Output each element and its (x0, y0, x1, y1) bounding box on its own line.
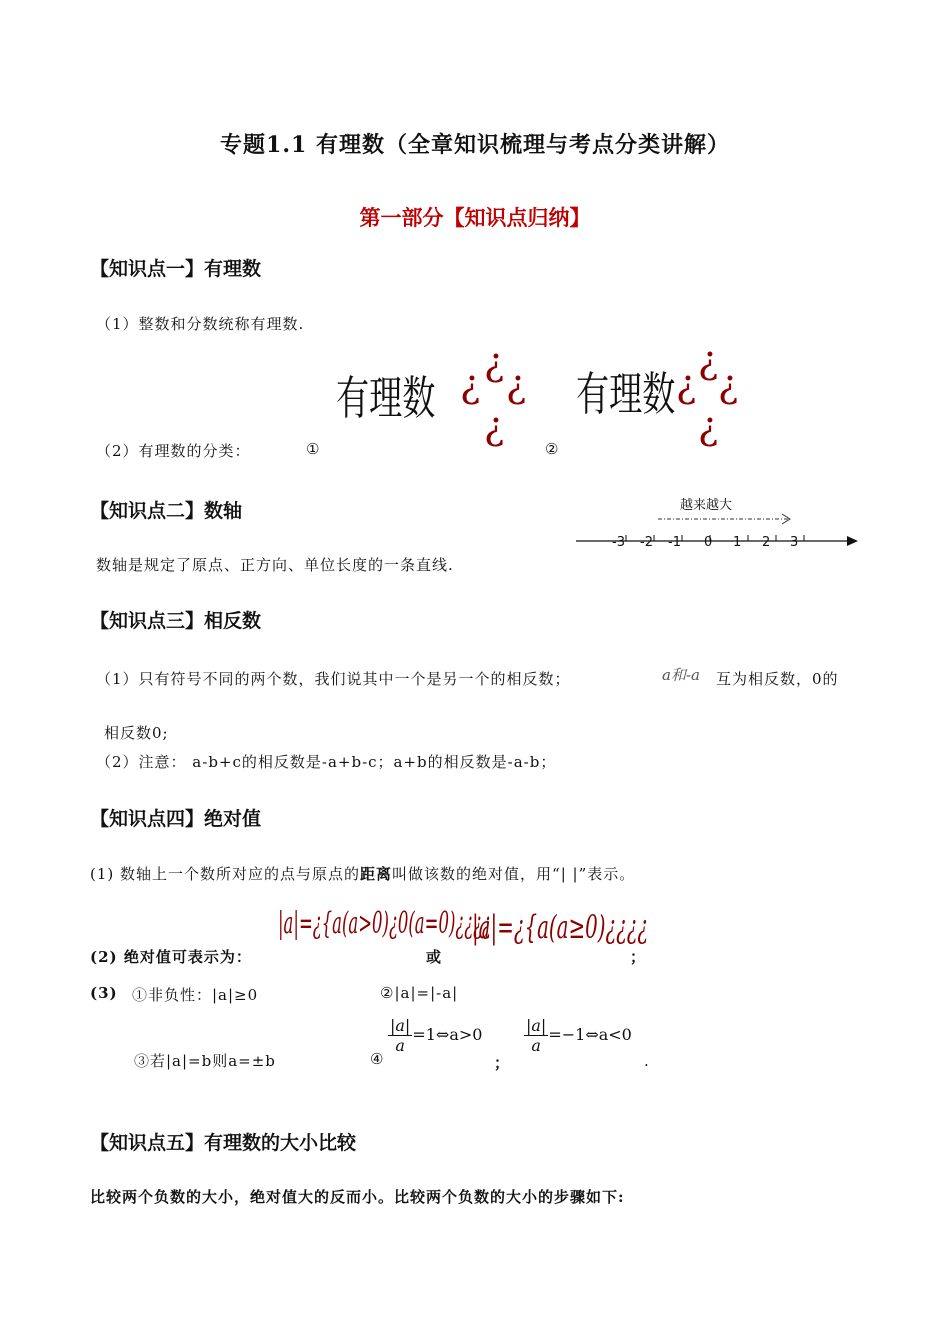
kp4-item3: ③若|a|=b则a=±b (134, 1052, 276, 1070)
kp4-line3-label: (3) (90, 984, 118, 1002)
kp1-mark1: ① (306, 440, 321, 458)
kp2-text: 数轴是规定了原点、正方向、单位长度的一条直线. (96, 556, 454, 574)
brace-glyph: ¿ (460, 362, 481, 406)
end-period: . (644, 1052, 650, 1070)
equivalence-rest: =−1⇔a<0 (548, 1025, 632, 1044)
equivalence-rest: =1⇔a>0 (412, 1025, 483, 1044)
brace-glyph: ¿ (718, 362, 739, 406)
kp4-line2-label: (2) 绝对值可表示为： (90, 948, 252, 966)
tick-label: 0 (704, 535, 713, 550)
tick-label: 2 (762, 535, 771, 550)
classification-word-2: 有理数 (576, 368, 676, 420)
kp3-line1a: （1）只有符号不同的两个数，我们说其中一个是另一个的相反数； (96, 670, 571, 688)
kp3-line1b: 互为相反数，0的 (716, 670, 839, 688)
or-text: 或 (426, 948, 443, 966)
kp1-line2: （2）有理数的分类： (96, 442, 251, 460)
kp5-heading: 【知识点五】有理数的大小比较 (90, 1132, 357, 1154)
kp4-line1 (90, 863, 635, 884)
tick-label: 3 (790, 535, 799, 550)
kp4-item2: ②|a|=|-a| (380, 984, 459, 1002)
equivalence-1 (388, 1016, 482, 1055)
number-line-svg (560, 490, 870, 560)
kp3-line1c: 相反数0; (104, 724, 169, 742)
brace-glyph: ¿ (506, 362, 527, 406)
kp3-heading: 【知识点三】相反数 (90, 610, 262, 632)
number-line-diagram (560, 490, 870, 560)
kp3-formula: a和-a (662, 666, 700, 684)
brace-glyph: ¿ (698, 404, 719, 448)
brace-glyph: ¿ (484, 404, 505, 448)
equivalence-2 (524, 1016, 632, 1055)
brace-glyph: ¿ (676, 362, 697, 406)
brace-glyph: ¿ (698, 338, 719, 382)
tick-label: -1 (668, 535, 681, 550)
tick-label: -3 (612, 535, 625, 550)
abs-formula-2: |a|=¿{a(a≥0)¿¿¿¿ (472, 908, 649, 946)
kp2-heading: 【知识点二】数轴 (90, 500, 243, 522)
classification-word-1: 有理数 (336, 372, 436, 424)
kp1-mark2: ② (545, 440, 560, 458)
distance-term: 距离 (360, 865, 393, 883)
abs-formula-1: |a|=¿{a(a>0)¿0(a=0)¿¿¿¿ (278, 906, 491, 941)
kp5-text: 比较两个负数的大小，绝对值大的反而小。比较两个负数的大小的步骤如下: (90, 1188, 625, 1206)
part-heading: 第一部分【知识点归纳】 (359, 205, 591, 230)
kp4-item4: ④ (370, 1050, 385, 1068)
kp4-heading: 【知识点四】绝对值 (90, 808, 262, 830)
kp1-heading: 【知识点一】有理数 (90, 258, 262, 280)
axis-caption: 越来越大 (680, 498, 733, 513)
kp4-item1: ①非负性：|a|≥0 (132, 986, 259, 1004)
tick-label: 1 (733, 535, 742, 550)
fraction: $\frac{|a|}{a}$ (526, 1016, 547, 1055)
tick-label: -2 (640, 535, 653, 550)
kp1-line1: （1）整数和分数统称有理数. (96, 315, 305, 333)
fraction: $\frac{|a|}{a}$ (390, 1016, 411, 1055)
page-title: 专题1.1 有理数（全章知识梳理与考点分类讲解） (220, 132, 730, 158)
separator: ； (494, 1054, 511, 1072)
brace-glyph: ¿ (484, 340, 505, 384)
kp4-line1a: (1) 数轴上一个数所对应的点与原点的 (90, 865, 361, 883)
kp3-line2: （2）注意： a-b+c的相反数是-a+b-c；a+b的相反数是-a-b； (96, 753, 557, 771)
semicolon: ； (630, 948, 647, 966)
kp4-line1b: 叫做该数的绝对值，用“| |”表示。 (392, 865, 636, 883)
